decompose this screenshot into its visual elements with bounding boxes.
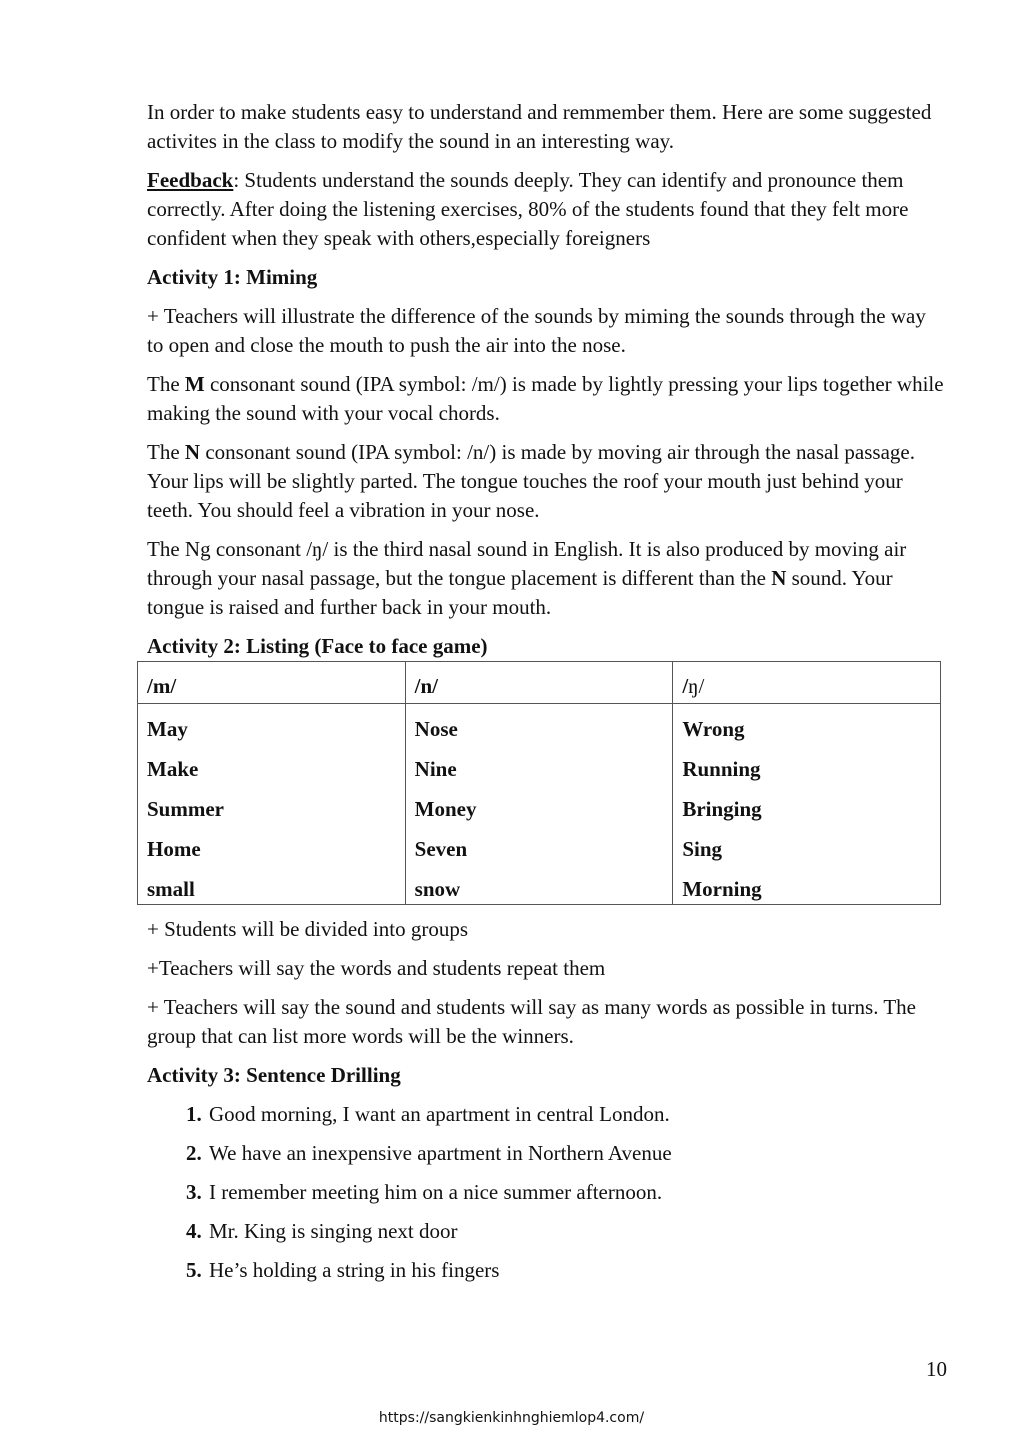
cell: Nine xyxy=(405,744,673,784)
feedback-text: : Students understand the sounds deeply. They can identify and pronounce them correctly. After doing the listening exercises, 80% of the students found that they felt more confident when they speak with others,especially foreigners xyxy=(147,168,909,250)
document-body xyxy=(147,98,947,1295)
cell: Running xyxy=(673,744,941,784)
footer-url: https://sangkienkinhnghiemlop4.com/ xyxy=(378,1410,645,1426)
sentence-list xyxy=(147,1100,947,1285)
cell: Make xyxy=(138,744,406,784)
ng-sound-paragraph: The Ng consonant /ŋ/ is the third nasal sound in English. It is also produced by moving air through your nasal passage, but the tongue placement is different than the N sound. Your tongue is raised and further back in your mouth. xyxy=(147,537,907,619)
table-header-row xyxy=(138,662,941,704)
list-item: 3. I remember meeting him on a nice summer afternoon. xyxy=(207,1178,947,1207)
activity2-heading: Activity 2: Listing (Face to face game) xyxy=(147,634,488,658)
cell: Sing xyxy=(673,824,941,864)
activity1-heading: Activity 1: Miming xyxy=(147,265,318,289)
word-table xyxy=(137,661,941,905)
cell: Summer xyxy=(138,784,406,824)
intro-paragraph: In order to make students easy to understand and remmember them. Here are some suggested activites in the class to modify the sound in an interesting way. xyxy=(147,100,932,153)
cell: Seven xyxy=(405,824,673,864)
header-m: /m/ xyxy=(138,662,406,704)
cell: Nose xyxy=(405,704,673,745)
activity2-note-1: + Students will be divided into groups xyxy=(147,917,468,941)
activity2-note-3: + Teachers will say the sound and students will say as many words as possible in turns. The group that can list more words will be the winners. xyxy=(147,995,916,1048)
cell: Morning xyxy=(673,864,941,905)
m-sound-paragraph: The M consonant sound (IPA symbol: /m/) is made by lightly pressing your lips together while making the sound with your vocal chords. xyxy=(147,372,944,425)
cell: Bringing xyxy=(673,784,941,824)
list-item: 2. We have an inexpensive apartment in Northern Avenue xyxy=(207,1139,947,1168)
cell: May xyxy=(138,704,406,745)
header-n: /n/ xyxy=(405,662,673,704)
table-row xyxy=(138,784,941,824)
activity2-note-2: +Teachers will say the words and students repeat them xyxy=(147,956,606,980)
table-row xyxy=(138,704,941,745)
cell: small xyxy=(138,864,406,905)
feedback-label: Feedback xyxy=(147,168,234,192)
list-item: 5. He’s holding a string in his fingers xyxy=(207,1256,947,1285)
list-item: 1. Good morning, I want an apartment in central London. xyxy=(207,1100,947,1129)
activity1-intro: + Teachers will illustrate the difference of the sounds by miming the sounds through the way to open and close the mouth to push the air into the nose. xyxy=(147,304,926,357)
table-row xyxy=(138,864,941,905)
table-row xyxy=(138,744,941,784)
cell: Money xyxy=(405,784,673,824)
table-row xyxy=(138,824,941,864)
cell: snow xyxy=(405,864,673,905)
cell: Home xyxy=(138,824,406,864)
page-number: 10 xyxy=(926,1357,947,1381)
list-item: 4. Mr. King is singing next door xyxy=(207,1217,947,1246)
activity3-heading: Activity 3: Sentence Drilling xyxy=(147,1063,401,1087)
n-sound-paragraph: The N consonant sound (IPA symbol: /n/) is made by moving air through the nasal passage. Your lips will be slightly parted. The tongue touches the roof your mouth just behind your teeth. You should feel a vibration in your nose. xyxy=(147,440,915,522)
header-ng: /ŋ/ xyxy=(673,662,941,704)
cell: Wrong xyxy=(673,704,941,745)
feedback-paragraph xyxy=(147,166,947,253)
